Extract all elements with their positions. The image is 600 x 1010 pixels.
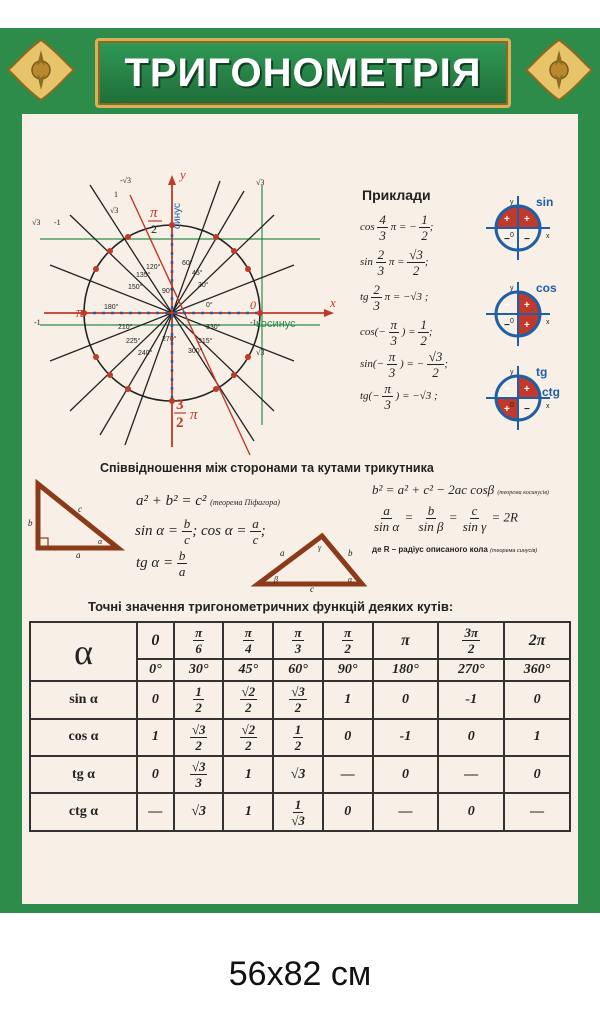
table-cell: $\frac{√2}{2}$: [223, 719, 273, 756]
cosine-law: b² = a² + c² − 2ac cosβ (теорема косинусів): [372, 482, 549, 497]
example-formula: tg(− $\frac{\pi}{3}$ ) = −√3 ;: [360, 381, 438, 412]
zero-label: 0: [510, 318, 514, 325]
tg-formula: tg α = $\frac{b}{a}$: [136, 548, 186, 579]
sign-circle-label: tg: [536, 365, 548, 379]
table-cell: 180°: [373, 659, 439, 681]
svg-text:210°: 210°: [118, 324, 133, 331]
table-cell: 45°: [223, 659, 273, 681]
table-cell: 0: [137, 756, 174, 793]
y-label: y: [510, 369, 514, 376]
triangle-heading: Співвідношення між сторонами та кутами трикутника: [100, 461, 434, 475]
table-cell: $\frac{√3}{3}$: [174, 756, 224, 793]
svg-text:γ: γ: [318, 543, 322, 552]
table-cell: —: [504, 793, 570, 831]
svg-text:α: α: [348, 575, 353, 584]
svg-text:60°: 60°: [182, 260, 193, 267]
table-cell: $\frac{3\pi}{2}$: [438, 622, 504, 659]
y-axis-label: y: [180, 167, 186, 182]
svg-text:α: α: [98, 537, 103, 546]
example-formula: tg $\frac{2}{3}$ π = −√3 ;: [360, 282, 429, 313]
radius-note: де R – радіус описаного кола (теорема синусів): [372, 545, 538, 554]
svg-text:2: 2: [176, 415, 184, 431]
svg-text:240°: 240°: [138, 350, 153, 357]
table-cell: 0: [323, 719, 373, 756]
table-cell: √3: [174, 793, 224, 831]
svg-text:135°: 135°: [136, 272, 151, 279]
svg-text:0°: 0°: [206, 302, 213, 309]
table-cell: $\frac{√2}{2}$: [223, 681, 273, 718]
svg-text:√3: √3: [256, 178, 265, 187]
x-axis-label: x: [330, 295, 336, 310]
sin-cos-formula: sin α = $\frac{b}{c}$ ; cos α = $\frac{a}{c}$ ;: [135, 516, 266, 547]
svg-text:a: a: [280, 548, 285, 558]
table-cell: -1: [438, 681, 504, 718]
table-cell: —: [438, 756, 504, 793]
title-banner: [95, 38, 511, 108]
size-caption: 56x82 см: [228, 955, 372, 993]
svg-text:-√3: -√3: [120, 176, 132, 185]
svg-text:300°: 300°: [188, 348, 203, 355]
svg-text:β: β: [274, 575, 278, 584]
x-label: x: [546, 319, 550, 326]
alpha-header: α: [30, 622, 137, 681]
y-label: y: [510, 199, 514, 206]
function-name: ctg α: [30, 793, 137, 831]
sign-circle-sin: [476, 186, 576, 266]
table-cell: $\frac{√3}{2}$: [174, 719, 224, 756]
unit-circle-diagram: [30, 165, 350, 455]
cosine-axis-label: косинус: [256, 318, 296, 330]
quadrant-sign: −: [504, 300, 510, 311]
table-cell: —: [323, 756, 373, 793]
sine-axis-label: синус: [172, 203, 183, 229]
table-cell: 1: [137, 719, 174, 756]
table-cell: 0: [373, 756, 439, 793]
examples-heading: Приклади: [362, 187, 431, 203]
table-cell: 0: [323, 793, 373, 831]
pi-label: π: [76, 305, 84, 321]
zero-label: 0: [510, 402, 514, 409]
table-cell: $\frac{1}{√3}$: [273, 793, 323, 831]
svg-text:45°: 45°: [192, 270, 203, 277]
quadrant-sign: +: [524, 320, 530, 331]
quadrant-sign: +: [524, 384, 530, 395]
svg-text:a: a: [76, 550, 81, 560]
table-cell: $\frac{1}{2}$: [273, 719, 323, 756]
quadrant-sign: −: [524, 234, 530, 245]
quadrant-sign: −: [504, 234, 510, 245]
svg-text:120°: 120°: [146, 264, 161, 271]
sign-circle-tg: [476, 356, 576, 436]
table-cell: 60°: [273, 659, 323, 681]
svg-text:c: c: [310, 584, 314, 594]
quadrant-sign: −: [504, 384, 510, 395]
quadrant-sign: +: [504, 404, 510, 415]
quadrant-sign: +: [524, 300, 530, 311]
quadrant-sign: −: [504, 320, 510, 331]
right-ornament-icon: [522, 36, 596, 104]
quadrant-sign: −: [524, 404, 530, 415]
svg-text:180°: 180°: [104, 304, 119, 311]
quadrant-sign: +: [504, 214, 510, 225]
table-row: [30, 793, 570, 831]
table-cell: $\frac{\pi}{6}$: [174, 622, 224, 659]
svg-text:225°: 225°: [126, 338, 141, 345]
table-cell: —: [137, 793, 174, 831]
sine-law: $\frac{a}{\text{sin α}}$ = $\frac{b}{\text{sin β}}$ = $\frac{c}{\text{sin γ}}$ = 2R: [374, 503, 518, 534]
page-title: ТРИГОНОМЕТРІЯ: [124, 50, 482, 95]
svg-text:-1: -1: [34, 318, 41, 327]
svg-text:30°: 30°: [198, 282, 209, 289]
sign-circle-label-2: ctg: [542, 385, 560, 399]
table-cell: $\frac{\pi}{3}$: [273, 622, 323, 659]
svg-text:√3: √3: [32, 218, 41, 227]
y-axis-arrow-icon: [168, 175, 176, 185]
svg-text:90°: 90°: [162, 288, 173, 295]
oblique-triangle: [250, 530, 370, 594]
sign-circle-label: cos: [536, 281, 557, 295]
left-ornament-icon: [4, 36, 78, 104]
y-label: y: [510, 285, 514, 292]
x-axis-arrow-icon: [324, 309, 334, 317]
svg-text:√3: √3: [110, 206, 119, 215]
table-heading: Точні значення тригонометричних функцій деяких кутів:: [88, 599, 454, 614]
table-cell: 0: [137, 681, 174, 718]
table-cell: —: [373, 793, 439, 831]
pi-half-label: π: [150, 205, 158, 221]
pythagoras-formula: a² + b² = c² (теорема Піфагора): [136, 493, 280, 509]
table-cell: 1: [223, 793, 273, 831]
x-label: x: [546, 403, 550, 410]
svg-text:π: π: [190, 407, 198, 423]
table-cell: 1: [323, 681, 373, 718]
sign-circle-cos: [476, 272, 576, 352]
table-cell: 0: [438, 793, 504, 831]
radians-row: [30, 622, 570, 659]
table-row: [30, 719, 570, 756]
table-row: [30, 681, 570, 718]
svg-text:√3: √3: [256, 348, 265, 357]
table-cell: 1: [223, 756, 273, 793]
right-triangle: [30, 478, 125, 558]
function-name: cos α: [30, 719, 137, 756]
svg-text:315°: 315°: [198, 338, 213, 345]
table-cell: $\frac{1}{2}$: [174, 681, 224, 718]
svg-text:-1: -1: [250, 318, 257, 327]
table-cell: 30°: [174, 659, 224, 681]
table-cell: π: [373, 622, 439, 659]
sign-circle-label: sin: [536, 195, 554, 209]
table-cell: 0: [137, 622, 174, 659]
svg-text:270°: 270°: [162, 336, 177, 343]
table-cell: √3: [273, 756, 323, 793]
example-formula: sin(− $\frac{\pi}{3}$ ) = − $\frac{√3}{2}$ ;: [360, 349, 449, 380]
table-row: [30, 756, 570, 793]
zero-label: 0: [250, 298, 256, 312]
svg-text:3: 3: [176, 397, 184, 413]
svg-text:-1: -1: [54, 218, 61, 227]
table-cell: $\frac{√3}{2}$: [273, 681, 323, 718]
table-cell: 0: [438, 719, 504, 756]
table-cell: 0: [504, 756, 570, 793]
table-cell: 270°: [438, 659, 504, 681]
table-cell: 90°: [323, 659, 373, 681]
table-cell: $\frac{\pi}{2}$: [323, 622, 373, 659]
svg-text:c: c: [78, 504, 82, 514]
x-label: x: [546, 233, 550, 240]
table-cell: 0: [373, 681, 439, 718]
svg-text:2: 2: [151, 222, 157, 236]
example-formula: cos(− $\frac{\pi}{3}$ ) = $\frac{1}{2}$ ;: [360, 317, 433, 348]
function-name: sin α: [30, 681, 137, 718]
table-cell: -1: [373, 719, 439, 756]
trig-values-table: [29, 621, 571, 832]
table-cell: 2π: [504, 622, 570, 659]
table-cell: 0°: [137, 659, 174, 681]
function-name: tg α: [30, 756, 137, 793]
zero-label: 0: [510, 232, 514, 239]
example-formula: sin $\frac{2}{3}$ π = $\frac{√3}{2}$ ;: [360, 247, 429, 278]
quadrant-sign: +: [524, 214, 530, 225]
table-cell: 0: [504, 681, 570, 718]
table-cell: $\frac{\pi}{4}$: [223, 622, 273, 659]
example-formula: cos $\frac{4}{3}$ π = − $\frac{1}{2}$ ;: [360, 212, 434, 243]
svg-text:b: b: [28, 518, 33, 528]
table-cell: 1: [504, 719, 570, 756]
svg-text:1: 1: [114, 190, 118, 199]
svg-text:b: b: [348, 548, 353, 558]
table-cell: 360°: [504, 659, 570, 681]
svg-text:150°: 150°: [128, 284, 143, 291]
svg-text:330°: 330°: [206, 324, 221, 331]
